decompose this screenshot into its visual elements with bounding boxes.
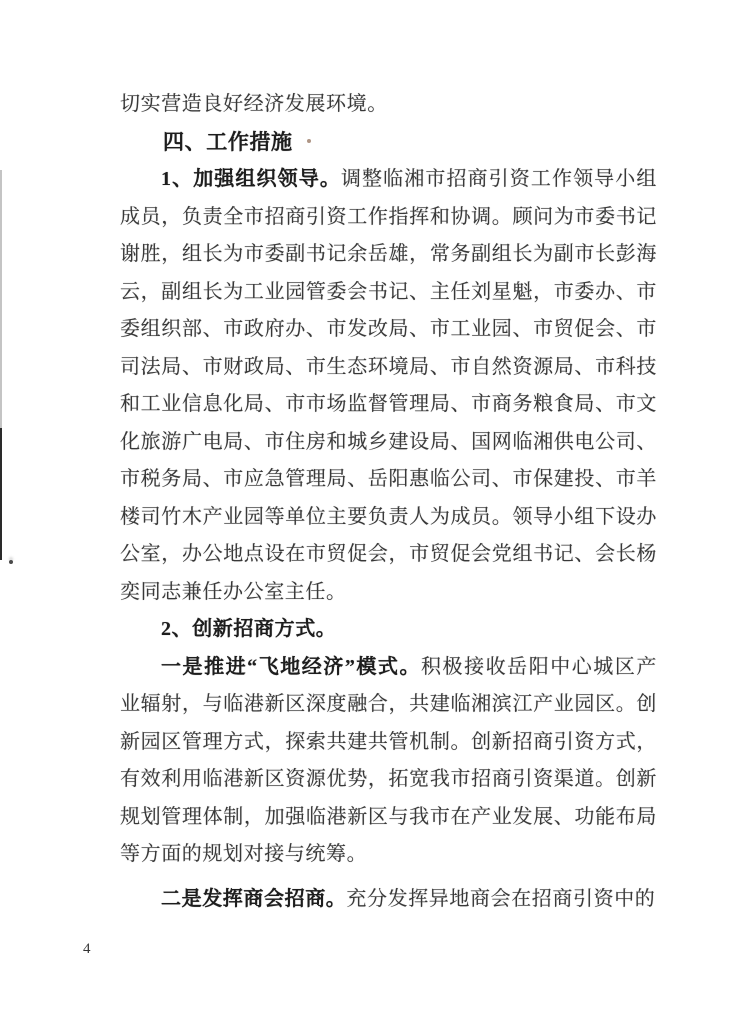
- text-line: [120, 686, 657, 724]
- page-number: 4: [83, 941, 91, 957]
- document-body: [120, 86, 657, 919]
- body-text: 化旅游广电局、市住房和城乡建设局、国网临湘供电公司、: [120, 430, 657, 453]
- body-text: 谢胜，组长为市委副书记余岳雄，常务副组长为副市长彭海: [120, 243, 657, 265]
- scan-speck-artifact: [307, 139, 311, 143]
- text-line: [120, 236, 657, 274]
- text-line: [120, 499, 657, 537]
- body-text: 充分发挥异地商会在招商引资中的: [346, 888, 656, 910]
- text-line: [120, 881, 657, 919]
- text-line: [120, 724, 657, 762]
- text-line: [120, 649, 657, 687]
- text-line: [120, 161, 657, 199]
- body-text: 积极接收岳阳中心城区产: [421, 655, 657, 678]
- text-line: [120, 461, 657, 499]
- lead-in-text: 四、工作措施: [163, 129, 293, 154]
- body-text: 委组织部、市政府办、市发改局、市工业园、市贸促会、市: [120, 318, 657, 340]
- body-text: 有效利用临港新区资源优势，拓宽我市招商引资渠道。创新: [120, 768, 657, 790]
- body-text: 云，副组长为工业园管委会书记、主任刘星魁，市委办、市: [120, 280, 657, 303]
- text-line: [120, 574, 657, 612]
- body-text: 成员，负责全市招商引资工作指挥和协调。顾问为市委书记: [120, 205, 657, 228]
- text-line: [120, 311, 657, 349]
- body-text: 公室，办公地点设在市贸促会，市贸促会党组书记、会长杨: [120, 543, 657, 565]
- body-text: 业辐射，与临港新区深度融合，共建临湘滨江产业园区。创: [120, 693, 657, 715]
- text-line: [120, 536, 657, 574]
- text-line: [120, 349, 657, 387]
- text-line: [120, 424, 657, 462]
- text-line: [120, 386, 657, 424]
- text-line: [120, 611, 657, 649]
- scan-dot-artifact: [9, 560, 13, 564]
- body-text: 奕同志兼任办公室主任。: [120, 580, 347, 603]
- text-line: [120, 799, 657, 837]
- lead-in-text: 二是发挥商会招商。: [161, 888, 347, 910]
- body-text: 楼司竹木产业园等单位主要负责人为成员。领导小组下设办: [120, 505, 657, 528]
- body-text: 规划管理体制，加强临港新区与我市在产业发展、功能布局: [120, 805, 657, 828]
- body-text: 市税务局、市应急管理局、岳阳惠临公司、市保建投、市羊: [120, 468, 657, 490]
- body-text: 司法局、市财政局、市生态环境局、市自然资源局、市科技: [120, 355, 657, 378]
- body-text: 切实营造良好经济发展环境。: [120, 93, 388, 115]
- text-line: [120, 86, 657, 124]
- lead-in-text: 2、创新招商方式。: [161, 618, 337, 640]
- lead-in-text: 1、加强组织领导。: [161, 168, 341, 190]
- text-line: [120, 836, 657, 874]
- section-heading-line: [120, 124, 657, 162]
- text-line: [120, 199, 657, 237]
- body-text: 和工业信息化局、市市场监督管理局、市商务粮食局、市文: [120, 393, 657, 415]
- body-text: 新园区管理方式，探索共建共管机制。创新招商引资方式，: [120, 730, 657, 753]
- text-line: [120, 274, 657, 312]
- scan-edge-artifact-light: [0, 170, 2, 432]
- lead-in-text: 一是推进“飞地经济”模式。: [161, 655, 421, 678]
- scan-edge-artifact-dark: [0, 428, 2, 560]
- body-text: 等方面的规划对接与统筹。: [120, 843, 368, 865]
- text-line: [120, 761, 657, 799]
- body-text: 调整临湘市招商引资工作领导小组: [340, 168, 657, 190]
